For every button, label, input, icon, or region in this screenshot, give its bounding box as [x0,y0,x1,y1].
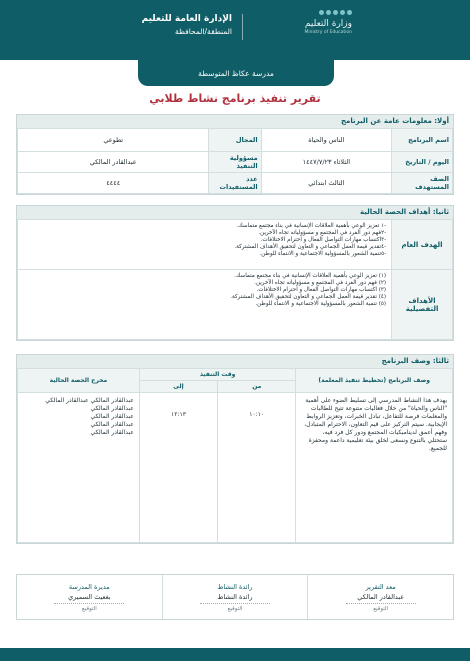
signature-label: التوقيع [81,606,97,612]
col-description: وصف البرنامج (تخطيط تنفيذ المعلمة) [296,369,453,393]
beneficiaries-label: عدد المستفيدات [209,173,261,194]
general-info-section [16,114,454,195]
target-grade-label: الصف المستهدف [392,173,453,194]
signature-name: بغعيث السميري [68,593,111,601]
program-table [17,368,453,543]
target-grade-value: الثالث ابتدائي [261,173,392,194]
responsibility-value: عبدالقادر المالكي [18,152,209,173]
signature-name: رائدة النشاط [217,593,253,601]
general-goal-list [18,220,392,270]
col-to: إلى [139,381,217,393]
org-line-2: المنطقة/المحافظة [174,27,232,36]
ministry-logo [252,10,352,48]
signature-role: معد التقرير [365,583,396,591]
goals-table [17,219,453,340]
signature-label: التوقيع [227,606,243,612]
list-item: عبدالقادر المالكي [90,413,134,420]
list-item: (٤) تقدير قيمة العمل الجماعي و التعاون لتحقيق الأهداف المشتركة. [230,294,387,300]
time-from-value: ١٠:١٠ [218,393,296,543]
table-row [18,393,453,543]
header-divider [242,14,243,40]
detailed-goals-list [18,270,392,340]
footer-band [0,648,470,661]
school-name: مدرسة عكاظ المتوسطة [138,60,334,86]
list-item: (٣) اكتساب مهارات التواصل الفعال و احترام الاختلافات. [256,287,387,293]
goals-heading: ثانيا: أهداف الحصة الحالية [17,206,453,219]
org-heading [142,14,232,36]
table-row [18,369,453,381]
signature-name: عبدالقادر المالكي [357,593,405,601]
list-item: -٥تنمية الشعور بالمسؤولية الاجتماعية و الانتماء للوطن. [259,251,387,257]
logo-dots-icon [312,10,352,15]
table-row [18,173,453,194]
beneficiaries-value: ٤٤٤٤ [18,173,209,194]
list-item: (٥) تنمية الشعور بالمسؤولية الاجتماعية و الانتماء للوطن. [255,301,387,307]
signature-principal [17,575,162,619]
program-section [16,354,454,544]
list-item: عبدالقادر المالكي عبدالقادر المالكي [45,397,134,404]
list-item: عبدالقادر المالكي [90,429,134,436]
responsibility-label: مسؤولية التنفيذ [209,152,261,173]
executors-list [18,393,140,543]
signature-label: التوقيع [373,606,389,612]
program-heading: ثالثا: وصف البرنامج [17,355,453,368]
date-value: الثلاثاء ١٤٤٧/٧/٢٣ [261,152,392,173]
program-name-label: اسم البرنامج [392,129,453,152]
list-item: (٢) فهم دور الفرد في المجتمع و مسؤولياته تجاه الآخرين. [254,280,387,286]
table-row [18,270,453,340]
general-goal-label: الهدف العام [392,220,453,270]
list-item: -٤تقدير قيمة العمل الجماعي و التعاون لتحقيق الأهداف المشتركة. [234,244,387,250]
signature-activity-leader [162,575,308,619]
list-item: -٢فهم دور الفرد في المجتمع و مسؤولياته تجاه الآخرين. [258,230,387,236]
list-item: عبدالقادر المالكي [90,421,134,428]
signature-preparer [307,575,453,619]
table-row [18,152,453,173]
signature-line [346,603,416,604]
field-label: المجال [209,129,261,152]
logo-text-en: Ministry of Education [304,30,352,35]
list-item: عبدالقادر المالكي [90,405,134,412]
general-info-table [17,128,453,194]
program-name-value: الناس والحياة [261,129,392,152]
col-from: من [218,381,296,393]
signature-box [16,574,454,620]
signature-role: مديرة المدرسة [68,583,110,591]
time-to-value: ١٢:١٣ [139,393,217,543]
program-description: يهدف هذا النشاط المدرسي إلى تسليط الضوء على أهمية "الناس والحياة" من خلال فعاليات متنوعة تتيح للطالبات والمعلمات فرصة للتفاعل، تبادل الخبرات، وتعزيز الروابط الإيجابية. سيتم التركيز على قيم التعاون، الاحترام المتبادل، وفهم أعمق لديناميكيات المجتمع ودور كل فرد فيه، ستحتلي بالتنوع ونسعى لخلق بيئة تعليمية داعمة ومحفزة للجميع. [296,393,453,543]
page-header [0,0,470,60]
col-output: مخرج الحصة الحالية [18,369,140,393]
table-row [18,220,453,270]
list-item: -٣اكتساب مهارات التواصل الفعال و احترام الاختلافات. [260,237,387,243]
table-row [18,129,453,152]
signature-line [200,603,270,604]
goals-section [16,205,454,341]
detailed-goals-label: الأهداف التفصيلية [392,270,453,340]
date-label: اليوم / التاريخ [392,152,453,173]
signature-line [54,603,124,604]
field-value: تطوعي [18,129,209,152]
logo-text-ar: وزارة التعليم [304,19,352,29]
col-time: وقت التنفيذ [139,369,296,381]
org-line-1: الإدارة العامة للتعليم [141,14,232,24]
signature-role: رائدة النشاط [217,583,253,591]
report-title: تقرير تنفيذ برنامج نشاط طلابي [149,92,321,105]
list-item: (١) تعزيز الوعي بأهمية العلاقات الإنسانية في بناء مجتمع متماسك. [234,273,387,279]
list-item: -١ تعزيز الوعي بأهمية العلاقات الإنسانية في بناء مجتمع متماسك. [236,223,387,229]
general-info-heading: أولا: معلومات عامة عن البرنامج [17,115,453,128]
